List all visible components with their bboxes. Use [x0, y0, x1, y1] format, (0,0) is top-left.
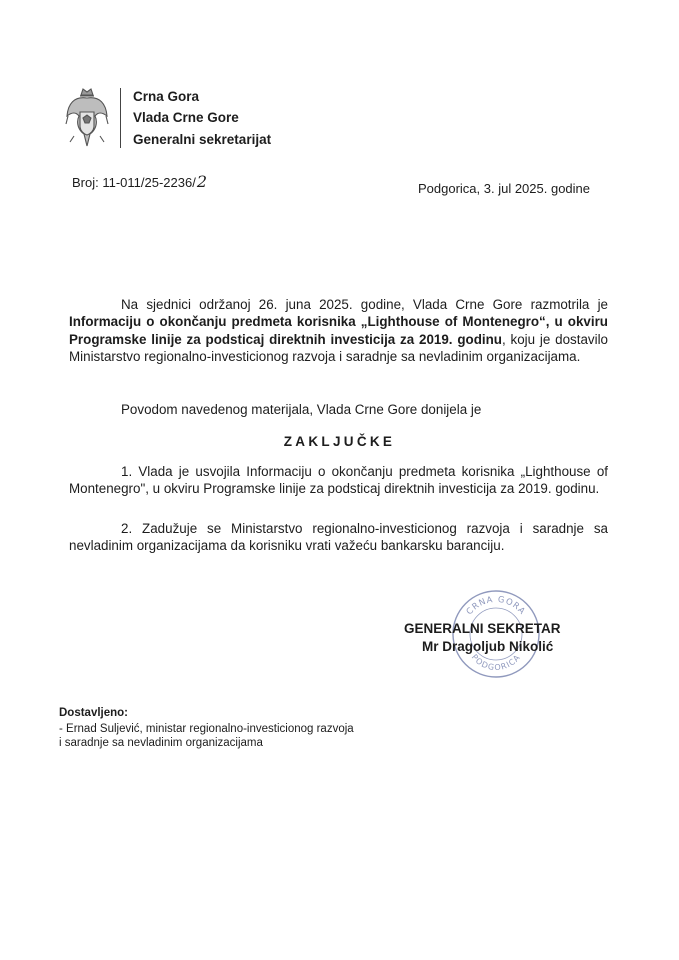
svg-text:PODGORICA — [470, 653, 523, 673]
stamp-bottom-text: PODGORICA — [469, 652, 523, 673]
delivery-label: Dostavljeno: — [59, 707, 129, 719]
header-secretariat: Generalni sekretarijat — [133, 132, 272, 147]
header-government: Vlada Crne Gore — [133, 110, 239, 125]
place-date: Podgorica, 3. jul 2025. godine — [417, 181, 590, 196]
header-country: Crna Gora — [133, 89, 200, 104]
signatory-name: Mr Dragoljub Nikolić — [422, 639, 554, 654]
conclusion-item: 1. Vlada je usvojila Informaciju o okončanju predmeta korisnika „Lighthouse of Montenegro", u okviru Programske linije za podsticaj direktnih investicija za 2019. godinu. — [69, 464, 608, 497]
coat-of-arms-icon — [64, 86, 110, 152]
intro-text-end: , koju je dostavilo Ministarstvo regionalno-investicionog razvoja i saradnje sa nevladinim organizacijama. — [69, 331, 608, 365]
conclusions-heading: ZAKLJUČKE — [283, 434, 396, 449]
svg-text:CRNA GORA — [465, 595, 528, 617]
intro-bold-title: Informaciju o okončanju predmeta korisnika „Lighthouse of Montenegro“, u okviru Programske linije za podsticaj direktnih investicija za 2019. godinu — [69, 314, 608, 347]
povodom-paragraph: Povodom navedenog materijala, Vlada Crne Gore donijela je — [121, 402, 482, 417]
signatory-title: GENERALNI SEKRETAR — [404, 621, 561, 636]
delivery-recipient: - Ernad Suljević, ministar regionalno-investicionog razvoja i saradnje sa nevladinim organizacijama — [59, 723, 354, 749]
stamp-top-text: CRNA GORA — [464, 594, 528, 618]
conclusion-item: 2. Zadužuje se Ministarstvo regionalno-investicionog razvoja i saradnje sa nevladinim organizacijama da korisniku vrati važeću bankarsku baranciju. — [69, 521, 608, 554]
header-divider — [120, 88, 121, 148]
reference-handwritten: 2 — [196, 172, 208, 191]
intro-text-start: Na sjednici održanoj 26. juna 2025. godine, Vlada Crne Gore razmotrila je — [121, 297, 608, 312]
reference-label: Broj: 11-011/25-2236/ — [72, 175, 196, 190]
intro-paragraph — [69, 296, 608, 366]
reference-number — [72, 172, 207, 191]
